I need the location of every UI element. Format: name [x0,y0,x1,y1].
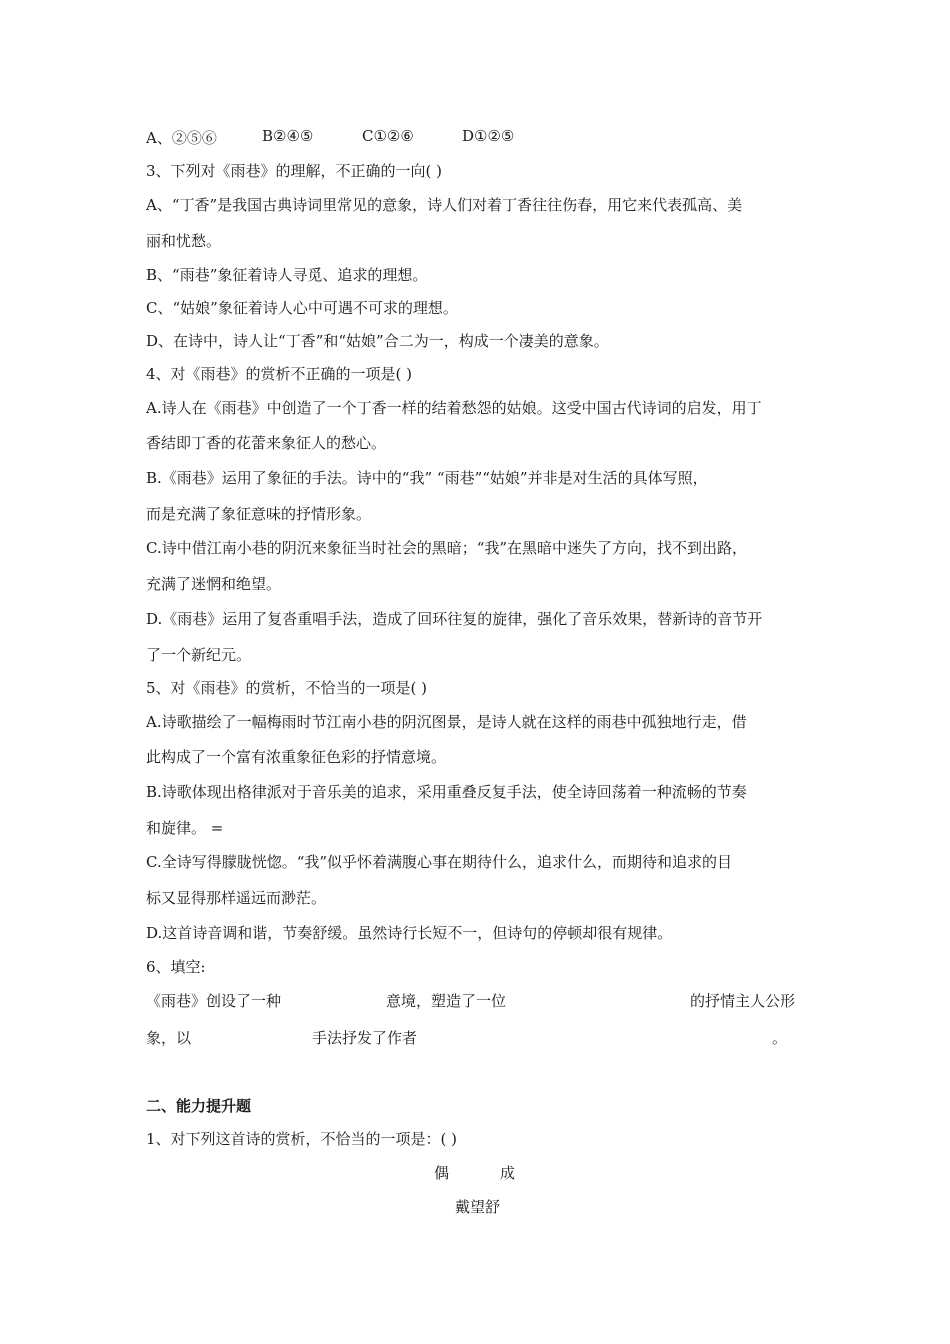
q3-option-a-line1: A、“丁香”是我国古典诗词里常见的意象，诗人们对着丁香往往伤春，用它来代表孤高、美 [146,196,743,214]
q4-option-d-line1: D.《雨巷》运用了复沓重唱手法，造成了回环往复的旋律，强化了音乐效果，替新诗的音节开 [146,610,763,628]
q4-option-d-line2: 了一个新纪元。 [146,646,252,664]
poem-author: 戴望舒 [455,1198,501,1216]
q2-option-c: C①②⑥ [362,127,414,145]
q4-option-c-line2: 充满了迷惘和绝望。 [146,575,282,593]
q6-stem: 6、填空: [146,958,206,976]
q4-option-a-line1: A.诗人在《雨巷》中创造了一个丁香一样的结着愁怨的姑娘。这受中国古代诗词的启发，用丁 [146,399,762,417]
q6-text-part5: 手法抒发了作者 [312,1029,418,1047]
q5-option-d: D.这首诗音调和谐，节奏舒缓。虽然诗行长短不一，但诗句的停顿却很有规律。 [146,924,673,942]
q6-text-part2: 意境，塑造了一位 [386,992,507,1010]
q4-stem: 4、对《雨巷》的赏析不正确的一项是( ) [146,365,413,383]
q5-option-b-line1: B.诗歌体现出格律派对于音乐美的追求，采用重叠反复手法，使全诗回荡着一种流畅的节奏 [146,783,747,801]
q5-option-a-line1: A.诗歌描绘了一幅梅雨时节江南小巷的阴沉图景，是诗人就在这样的雨巷中孤独地行走，借 [146,713,747,731]
q4-option-b-line2: 而是充满了象征意味的抒情形象。 [146,505,372,523]
section2-q1-stem: 1、对下列这首诗的赏析，不恰当的一项是：( ) [146,1130,458,1148]
poem-title-char1: 偶 [434,1164,450,1182]
q6-text-part4: 象，以 [146,1029,192,1047]
q4-option-c-line1: C.诗中借江南小巷的阴沉来象征当时社会的黑暗；“我”在黑暗中迷失了方向，找不到出路， [146,539,748,557]
q3-option-a-line2: 丽和忧愁。 [146,232,222,250]
q6-text-part3: 的抒情主人公形 [690,992,796,1010]
q2-option-d: D①②⑤ [462,127,515,145]
q4-option-a-line2: 香结即丁香的花蕾来象征人的愁心。 [146,434,387,452]
q3-option-c: C、“姑娘”象征着诗人心中可遇不可求的理想。 [146,299,458,317]
q5-option-b-line2: 和旋律。 = [146,819,224,837]
q3-stem: 3、下列对《雨巷》的理解，不正确的一向( ) [146,162,443,180]
q3-option-b: B、“雨巷”象征着诗人寻觅、追求的理想。 [146,266,428,284]
q3-option-d: D、在诗中，诗人让“丁香”和“姑娘”合二为一，构成一个凄美的意象。 [146,332,609,350]
q6-text-part6: 。 [772,1029,788,1047]
q4-option-b-line1: B.《雨巷》运用了象征的手法。诗中的“我” “雨巷”“姑娘”并非是对生活的具体写照， [146,469,708,487]
q6-text-part1: 《雨巷》创设了一种 [146,992,282,1010]
q2-option-a: A、②⑤⑥ [146,129,217,147]
poem-title-char2: 成 [500,1164,516,1182]
q5-option-c-line2: 标又显得那样遥远而渺茫。 [146,889,327,907]
q2-option-b: B②④⑤ [262,127,314,145]
q5-stem: 5、对《雨巷》的赏析，不恰当的一项是( ) [146,679,428,697]
section2-heading: 二、能力提升题 [146,1097,252,1115]
q5-option-c-line1: C.全诗写得朦胧恍惚。“我”似乎怀着满腹心事在期待什么，追求什么，而期待和追求的目 [146,853,733,871]
q5-option-a-line2: 此构成了一个富有浓重象征色彩的抒情意境。 [146,748,447,766]
